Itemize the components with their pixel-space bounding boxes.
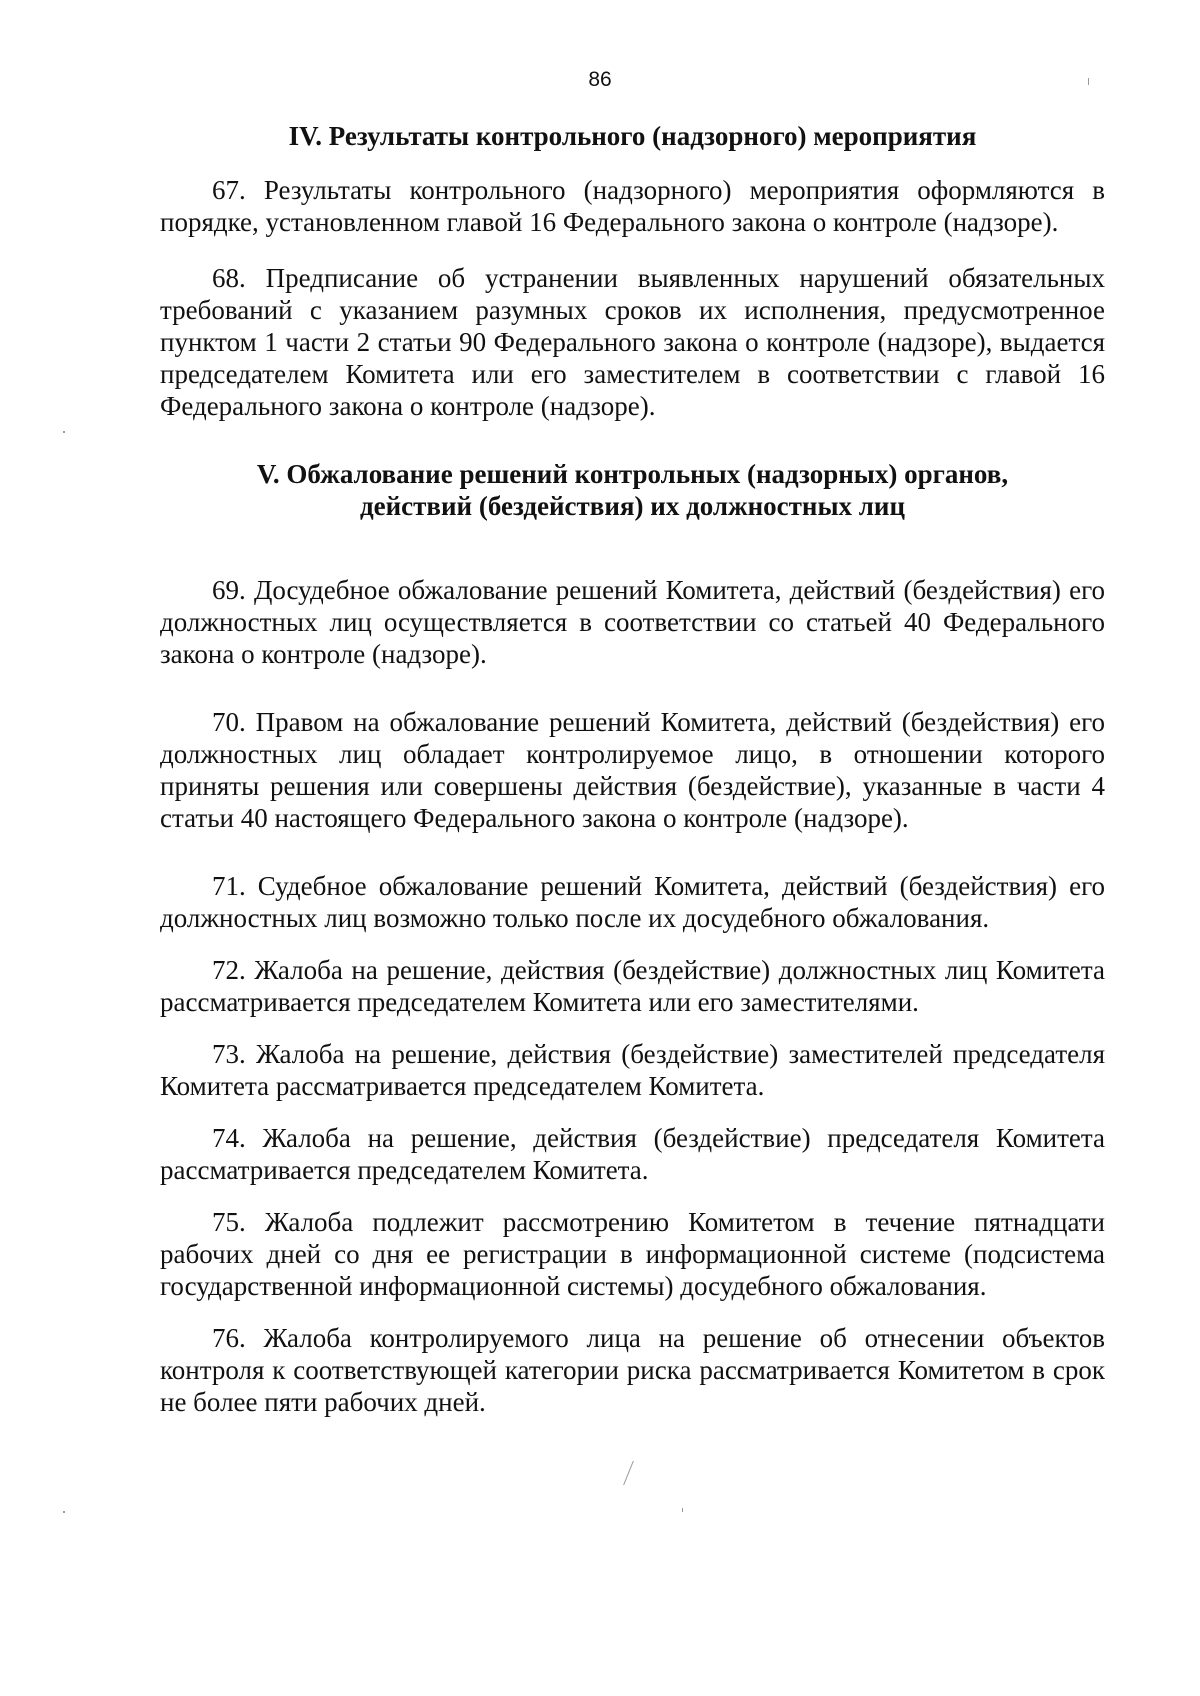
scan-speck	[63, 1511, 65, 1513]
scan-speck	[682, 1508, 683, 1512]
scan-speck	[1088, 78, 1089, 85]
paragraph-67: 67. Результаты контрольного (надзорного) мероприятия оформляются в порядке, установленном главой 16 Федерального закона о контроле (надзоре).	[160, 175, 1105, 237]
paragraph-70: 70. Правом на обжалование решений Комитета, действий (бездействия) его должностных лиц обладает контролируемое лицо, в отношении которого приняты решения или совершены действия (бездействие), указанные в части 4 статьи 40 настоящего Федерального закона о контроле (надзоре).	[160, 707, 1105, 833]
paragraph-69: 69. Досудебное обжалование решений Комитета, действий (бездействия) его должностных лиц осуществляется в соответствии со статьей 40 Федерального закона о контроле (надзоре).	[160, 575, 1105, 669]
paragraph-76: 76. Жалоба контролируемого лица на решение об отнесении объектов контроля к соответствующей категории риска рассматривается Комитетом в срок не более пяти рабочих дней.	[160, 1323, 1105, 1417]
section-title-v-line1: V. Обжалование решений контрольных (надзорных) органов,	[256, 459, 1009, 489]
section-title-iv: IV. Результаты контрольного (надзорного) мероприятия	[288, 121, 977, 151]
paragraph-73: 73. Жалоба на решение, действия (бездействие) заместителей председателя Комитета рассматривается председателем Комитета.	[160, 1039, 1105, 1101]
paragraph-72: 72. Жалоба на решение, действия (бездействие) должностных лиц Комитета рассматривается председателем Комитета или его заместителями.	[160, 955, 1105, 1017]
section-title-v-line2: действий (бездействия) их должностных лиц	[359, 491, 906, 521]
scan-speck	[63, 431, 65, 433]
scan-stroke	[623, 1461, 634, 1485]
paragraph-71: 71. Судебное обжалование решений Комитета, действий (бездействия) его должностных лиц возможно только после их досудебного обжалования.	[160, 871, 1105, 933]
section-title-v	[160, 458, 1105, 522]
paragraph-74: 74. Жалоба на решение, действия (бездействие) председателя Комитета рассматривается председателем Комитета.	[160, 1123, 1105, 1185]
page-number: 86	[588, 68, 612, 91]
paragraph-68: 68. Предписание об устранении выявленных нарушений обязательных требований с указанием разумных сроков их исполнения, предусмотренное пунктом 1 части 2 статьи 90 Федерального закона о контроле (надзоре), выдается председателем Комитета или его заместителем в соответствии с главой 16 Федерального закона о контроле (надзоре).	[160, 263, 1105, 421]
document-body	[160, 120, 1105, 1438]
paragraph-75: 75. Жалоба подлежит рассмотрению Комитетом в течение пятнадцати рабочих дней со дня ее регистрации в информационной системе (подсистема государственной информационной системы) досудебного обжалования.	[160, 1207, 1105, 1301]
